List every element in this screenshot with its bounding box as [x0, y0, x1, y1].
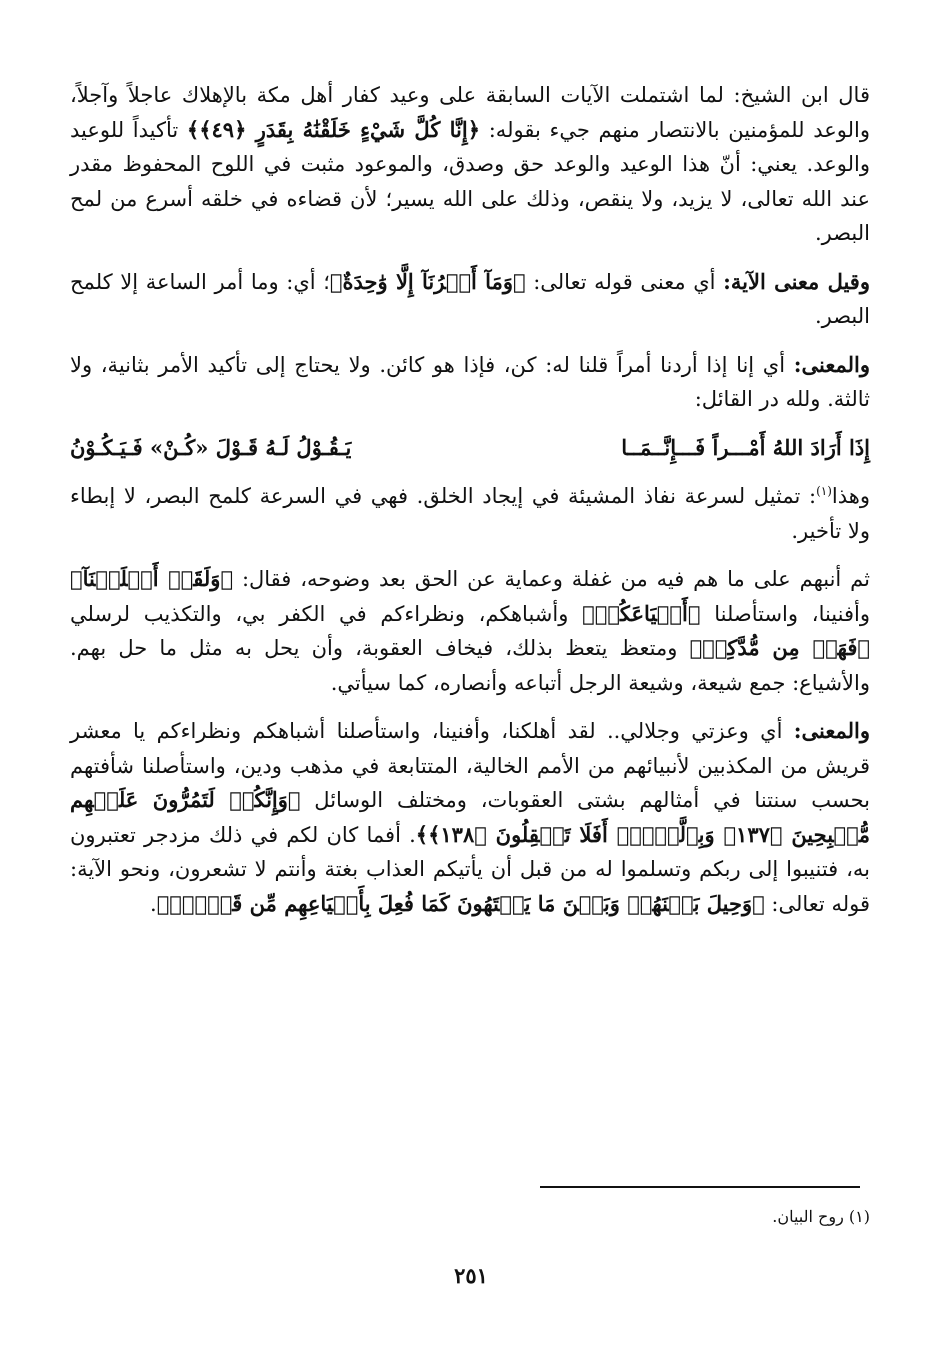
paragraph-6-text-a: أي وعزتي وجلالي.. لقد أهلكنا، وأفنينا، واستأصلنا أشباهكم ونظراءكم يا معشر قريش من المكذبين لأنبيائهم من الأمم الخالية، المتتابعة في مذهب ودين، واستأصلنا شأفتهم بحسب سنتنا في أمثالهم بشتى العقوبات، ومختلف الوسائل — [70, 719, 871, 812]
paragraph-2 — [70, 265, 870, 334]
paragraph-4 — [70, 479, 870, 548]
footnote — [70, 1205, 870, 1229]
poem-hemistich-2: يَـقُـوْلُ لَـهُ قَـوْلَ «كُـنْ» فَـيَـكُـوْنُ — [70, 434, 352, 460]
quran-verse: ﴿وَمَآ أَمۡرُنَآ إِلَّا وَٰحِدَةٌ﴾ — [329, 268, 526, 294]
poem-verse — [70, 431, 870, 466]
paragraph-4-text-a: وهذا — [831, 484, 870, 508]
paragraph-3-text: أي إنا إذا أردنا أمراً قلنا له: كن، فإذا هو كائن. ولا يحتاج إلى تأكيد الأمر بثانية، ولا ثالثة. ولله در القائل: — [70, 352, 870, 411]
footnote-text: روح البيان. — [772, 1207, 844, 1226]
paragraph-1-text-a: قال ابن الشيخ: لما اشتملت الآيات السابقة على وعيد كفار أهل مكة بالإهلاك عاجلاً وآجلاً، والوعد للمؤمنين بالانتصار منهم جيء بقوله: — [70, 83, 870, 142]
paragraph-4-text-b: : تمثيل لسرعة نفاذ المشيئة في إيجاد الخلق. فهي في السرعة كلمح البصر، لا إبطاء ولا تأخير. — [70, 484, 870, 543]
footnote-number: (١) — [848, 1207, 870, 1226]
quran-verse: ﴿أَشۡيَاعَكُمۡ﴾ — [582, 600, 701, 626]
paragraph-5-text-c: وأشباهكم، ونظراءكم في الكفر بي، والتكذيب لرسلي — [70, 601, 583, 626]
paragraph-6-text-b: . أفما كان لكم في ذلك مزدجر تعتبرون به، فتنيبوا إلى ربكم وتسلموا له من قبل أن يأتيكم العذاب بغتة وأنتم لا تشعرون، ونحو الآية: قوله تعالى: — [70, 822, 870, 916]
paragraph-lead: والمعنى: — [793, 351, 870, 377]
quran-verse: ﴿وَإِنَّكُمۡ لَتَمُرُّونَ عَلَيۡهِم مُّصۡبِحِينَ ﴿١٣٧﴾ وَبِٱلَّيۡلِۚ أَفَلَا تَعۡقِلُونَ ﴿١٣٨﴾﴾ — [70, 787, 870, 847]
paragraph-lead: والمعنى: — [793, 718, 870, 743]
paragraph-6-text-c: . — [150, 891, 157, 916]
quran-verse: ﴿وَلَقَدۡ أَهۡلَكۡنَآ﴾ — [70, 566, 234, 591]
poem-hemistich-1: إِذَا أَرَادَ اللهُ أَمْـــراً فَـــإِنَّــمَــا — [621, 434, 870, 460]
paragraph-3 — [70, 348, 870, 417]
paragraph-lead: وقيل معنى الآية: — [723, 268, 870, 294]
page-number: ٢٥١ — [454, 1263, 488, 1288]
page-body — [70, 78, 870, 935]
paragraph-5-text-b: وأفنينا، واستأصلنا — [700, 601, 870, 626]
paragraph-2-text-b: ؛ أي: وما أمر الساعة إلا كلمح البصر. — [70, 269, 870, 328]
paragraph-5 — [70, 562, 870, 700]
footnote-divider — [540, 1186, 860, 1188]
paragraph-5-text-d: ومتعظ يتعظ بذلك، فيخاف العقوبة، وأن يحل به مثل ما حل بهم. والأشياع: جمع شيعة، وشيعة الرجل أتباعه وأنصاره، كما سيأتي. — [70, 636, 870, 695]
quran-verse: ﴿فَهَلۡ مِن مُّدَّكِرٖ﴾ — [689, 635, 870, 660]
paragraph-1-text-b: تأكيداً للوعيد والوعد. يعني: أنّ هذا الوعيد والوعد حق وصدق، والموعود مثبت في اللوح المحفوظ مقدر عند الله تعالى، لا يزيد، ولا ينقص، وذلك على الله يسير؛ لأن قضاءه في خلقه أسرع من لمح البصر. — [70, 117, 870, 245]
quran-verse: ﴿وَحِيلَ بَيۡنَهُمۡ وَبَيۡنَ مَا يَشۡتَهُونَ كَمَا فُعِلَ بِأَشۡيَاعِهِم مِّن قَبۡلُۚ﴾ — [156, 890, 765, 916]
paragraph-6 — [70, 714, 870, 921]
paragraph-5-text-a: ثم أنبهم على ما هم فيه من غفلة وعماية عن الحق بعد وضوحه، فقال: — [233, 567, 870, 591]
paragraph-2-text-a: أي معنى قوله تعالى: — [525, 269, 724, 294]
footnote-reference[interactable]: (١) — [816, 484, 832, 498]
quran-verse: ﴿إِنَّا كُلَّ شَيْءٍ خَلَقْنَٰهُ بِقَدَرٍ ﴿٤٩﴾﴾ — [186, 116, 481, 142]
paragraph-1 — [70, 78, 870, 251]
